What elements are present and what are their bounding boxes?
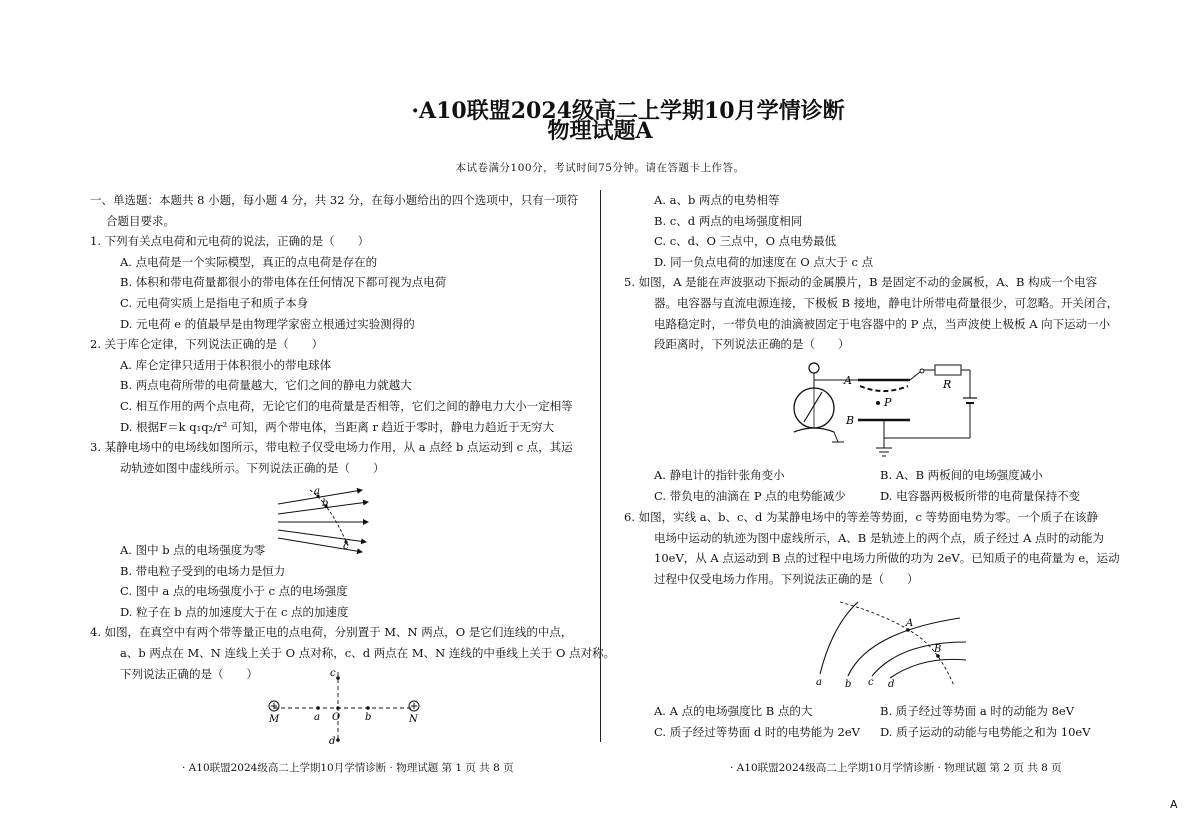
left-line: D. 根据F＝k q₁q₂/r² 可知，两个带电体，当距离 r 趋近于零时，静电力趋近于无穷大 [120, 419, 555, 434]
option: B. 质子经过等势面 a 时的动能为 8eV [880, 704, 1075, 718]
right2-line: 过程中仅受电场力作用。下列说法正确的是（ ） [654, 571, 919, 586]
fig3-label-b: b [322, 498, 329, 509]
fig5-label-B: B [846, 414, 855, 427]
fig4-label-d: d [329, 736, 336, 747]
left-line: B. 体积和带电荷量都很小的带电体在任何情况下都可视为点电荷 [120, 275, 447, 290]
figure-q6-equipotentials [810, 596, 970, 690]
fig6-label-a: a [816, 677, 822, 688]
right-line: 5. 如图，A 是能在声波驱动下振动的金属膜片，B 是固定不动的金属板，A、B 构成一个电容 [624, 275, 1098, 290]
q5opts-row [654, 465, 1154, 486]
fig6-label-d: d [888, 679, 895, 690]
corner-mark: A [1170, 798, 1178, 811]
left-line: A. 库仑定律只适用于体积很小的带电球体 [120, 357, 332, 372]
right-column-continued [608, 507, 1168, 589]
fig4-label-c: c [330, 668, 336, 679]
exam-title: ·A10联盟2024级高二上学期10月学情诊断 [411, 98, 845, 124]
right2-line: 10eV，从 A 点运动到 B 点的过程中电场力所做的功为 2eV。已知质子的电荷量为 e，运动 [654, 551, 1120, 566]
left2-line: 下列说法正确的是（ ） [120, 666, 258, 681]
left-line: 1. 下列有关点电荷和元电荷的说法，正确的是（ ） [90, 234, 370, 249]
left-line: C. 相互作用的两个点电荷，无论它们的电荷量是否相等，它们之间的静电力大小一定相等 [120, 398, 573, 413]
fig3-label-a: a [314, 486, 320, 497]
left-line: C. 元电荷实质上是指电子和质子本身 [120, 295, 309, 310]
fig6-label-b: b [845, 679, 852, 690]
left-line: 2. 关于库仑定律，下列说法正确的是（ ） [90, 337, 324, 352]
fig4-label-a: a [314, 712, 320, 723]
right-line: A. a、b 两点的电势相等 [654, 193, 780, 207]
left2-line: D. 粒子在 b 点的加速度大于在 c 点的加速度 [120, 604, 349, 619]
column-divider [600, 190, 601, 742]
fig6-label-c: c [868, 677, 874, 688]
right-line: 电路稳定时，一带负电的油滴被固定于电容器中的 P 点，当声波使上极板 A 向下运动一小 [654, 316, 1111, 331]
exam-subtitle: 物理试题A [547, 118, 653, 144]
q6opts-row [654, 722, 1154, 743]
left-line: 3. 某静电场中的电场线如图所示，带电粒子仅受电场力作用，从 a 点经 b 点运动到 c 点，其运 [90, 440, 573, 455]
left2-line: a、b 两点在 M、N 连线上关于 O 点对称，c、d 两点在 M、N 连线的中垂线上关于 O 点对称。 [120, 645, 616, 660]
fig5-label-R: R [943, 378, 952, 391]
left-column [90, 190, 590, 478]
option: C. 质子经过等势面 d 时的电势能为 2eV [654, 724, 860, 739]
right2-line: 6. 如图，实线 a、b、c、d 为某静电场中的等差等势面，c 等势面电势为零。一个质子在该静 [624, 510, 1099, 524]
right-line: C. c、d、O 三点中，O 点电势最低 [654, 234, 837, 249]
fig5-label-A: A [844, 374, 852, 387]
fig4-label-O: O [332, 712, 341, 723]
q5-options [654, 465, 1154, 506]
figure-q5-capacitor-circuit [780, 358, 980, 468]
figure-q4-charges [262, 664, 432, 750]
left2-line: C. 图中 a 点的电场强度小于 c 点的电场强度 [120, 584, 348, 599]
q6-options [654, 701, 1154, 742]
q6opts-row [654, 701, 1154, 722]
option: C. 带负电的油滴在 P 点的电势能减少 [654, 488, 846, 503]
right2-line: 电场中运动的轨迹为图中虚线所示，A、B 是轨迹上的两个点，质子经过 A 点时的动能为 [654, 530, 1105, 545]
left-line: A. 点电荷是一个实际模型，真正的点电荷是存在的 [120, 254, 378, 269]
left-line: 动轨迹如图中虚线所示。下列说法正确的是（ ） [120, 460, 385, 475]
right-line: 段距离时，下列说法正确的是（ ） [654, 337, 850, 352]
fig6-label-A: A [906, 618, 914, 629]
exam-note: 本试卷满分100分，考试时间75分钟。请在答题卡上作答。 [455, 162, 745, 174]
fig5-label-P: P [884, 396, 892, 409]
left-line: 一、单选题：本题共 8 小题，每小题 4 分，共 32 分，在每小题给出的四个选项中，只有一项符 [90, 193, 579, 207]
footer-right: · A10联盟2024级高二上学期10月学情诊断 · 物理试题 第 2 页 共 8 页 [730, 762, 1062, 774]
left-line: B. 两点电荷所带的电荷量越大，它们之间的静电力就越大 [120, 378, 412, 393]
fig4-label-b: b [365, 712, 372, 723]
right-line: 器。电容器与直流电源连接，下极板 B 接地，静电计所带电荷量很少，可忽略。开关闭合， [654, 295, 1119, 310]
right-line: D. 同一负点电荷的加速度在 O 点大于 c 点 [654, 254, 874, 269]
fig4-label-N: N [409, 714, 418, 725]
fig3-label-c: c [343, 541, 349, 552]
option: D. 质子运动的动能与电势能之和为 10eV [880, 724, 1091, 739]
option: A. A 点的电场强度比 B 点的大 [654, 704, 813, 718]
right-line: B. c、d 两点的电场强度相同 [654, 213, 803, 228]
left2-line: A. 图中 b 点的电场强度为零 [120, 543, 266, 557]
option: D. 电容器两极板所带的电荷量保持不变 [880, 488, 1081, 503]
left-line: D. 元电荷 e 的值最早是由物理学家密立根通过实验测得的 [120, 316, 415, 331]
q5opts-row [654, 486, 1154, 507]
fig4-label-M: M [269, 714, 280, 725]
left-line: 合题目要求。 [106, 213, 175, 228]
fig6-label-B: B [934, 644, 942, 655]
left2-line: B. 带电粒子受到的电场力是恒力 [120, 563, 286, 578]
left2-line: 4. 如图，在真空中有两个带等量正电的点电荷，分别置于 M、N 两点，O 是它们连线的中点， [90, 625, 573, 640]
footer-left: · A10联盟2024级高二上学期10月学情诊断 · 物理试题 第 1 页 共 8 页 [182, 762, 514, 774]
left-column-continued [90, 540, 616, 684]
option: B. A、B 两板间的电场强度减小 [880, 468, 1043, 482]
option: A. 静电计的指针张角变小 [654, 468, 785, 482]
right-column [608, 190, 1168, 355]
